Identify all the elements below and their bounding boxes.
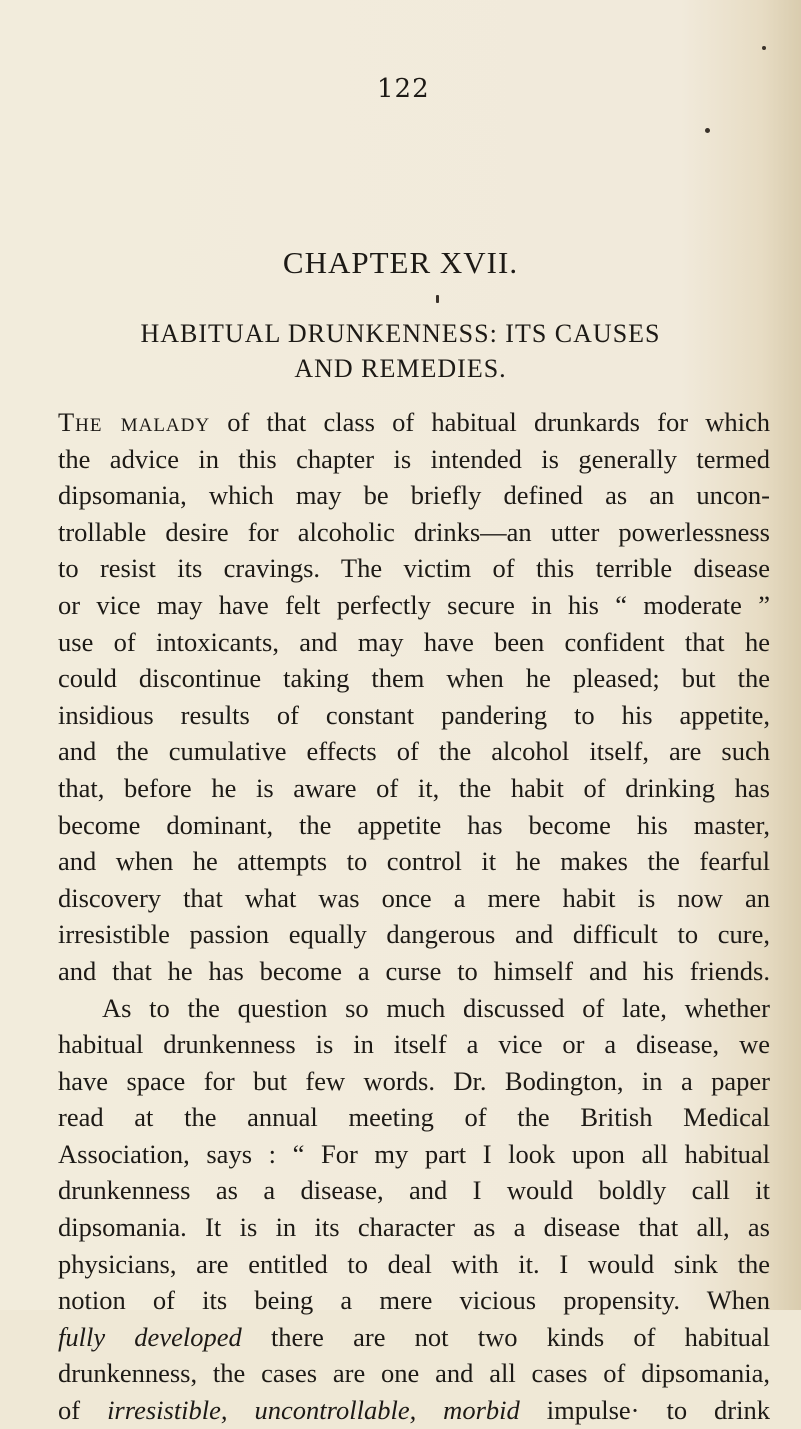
- text-line: As to the question so much discussed of late, whether: [102, 992, 770, 1023]
- text-line: or vice may have felt perfectly secure in his “ moderate ”: [58, 589, 770, 620]
- italic-phrase: fully developed: [58, 1321, 242, 1352]
- text-line: to resist its cravings. The victim of this terrible disease: [58, 553, 770, 584]
- text-line: the advice in this chapter is intended is generally termed: [58, 443, 770, 474]
- chapter-subtitle-line-1: HABITUAL DRUNKENNESS: ITS CAUSES: [140, 319, 661, 348]
- paper-speck: [762, 46, 766, 50]
- page-number: 122: [377, 74, 430, 104]
- text-line: that, before he is aware of it, the habit of drinking has: [58, 772, 770, 803]
- text-line: use of intoxicants, and may have been confident that he: [58, 626, 770, 657]
- text-line: become dominant, the appetite has become his master,: [58, 809, 770, 840]
- text-line: discovery that what was once a mere habit is now an: [58, 882, 770, 913]
- text-line: and when he attempts to control it he makes the fearful: [58, 846, 770, 877]
- text-line: drunkenness as a disease, and I would boldly call it: [58, 1175, 770, 1206]
- text-line: and the cumulative effects of the alcohol itself, are such: [58, 736, 770, 767]
- text-line: fully developed there are not two kinds of habitual: [58, 1321, 770, 1352]
- paper-speck: [705, 128, 710, 133]
- text-line: The malady of that class of habitual drunkards for which: [58, 407, 770, 437]
- body-text: [58, 404, 770, 1429]
- text-line: physicians, are entitled to deal with it. I would sink the: [58, 1248, 770, 1279]
- text-line: have space for but few words. Dr. Bodington, in a paper: [58, 1065, 770, 1096]
- lead-words: The malady: [58, 407, 211, 437]
- paper-speck: [436, 295, 439, 303]
- text-line: notion of its being a mere vicious propensity. When: [58, 1285, 770, 1316]
- text-line: habitual drunkenness is in itself a vice or a disease, we: [58, 1029, 770, 1060]
- text-line: drunkenness, the cases are one and all cases of dipsomania,: [58, 1358, 770, 1389]
- chapter-subtitle-line-2: AND REMEDIES.: [294, 354, 507, 383]
- text-line: insidious results of constant pandering to his appetite,: [58, 699, 770, 730]
- text-line: could discontinue taking them when he pleased; but the: [58, 663, 770, 694]
- text-line: read at the annual meeting of the British Medical: [58, 1102, 770, 1133]
- italic-phrase: irresistible, uncontrollable, morbid: [107, 1395, 520, 1426]
- text-line: dipsomania. It is in its character as a disease that all, as: [58, 1212, 770, 1243]
- chapter-title: CHAPTER XVII.: [282, 245, 519, 280]
- text-line: Association, says : “ For my part I look upon all habitual: [58, 1138, 770, 1169]
- text-line: trollable desire for alcoholic drinks—an utter powerlessness: [58, 516, 770, 547]
- text-line: dipsomania, which may be briefly defined as an uncon-: [58, 480, 770, 511]
- text-line: irresistible passion equally dangerous and difficult to cure,: [58, 919, 770, 950]
- text-line: of irresistible, uncontrollable, morbid impulse· to drink: [58, 1395, 770, 1426]
- text-line: and that he has become a curse to himself and his friends.: [58, 955, 770, 986]
